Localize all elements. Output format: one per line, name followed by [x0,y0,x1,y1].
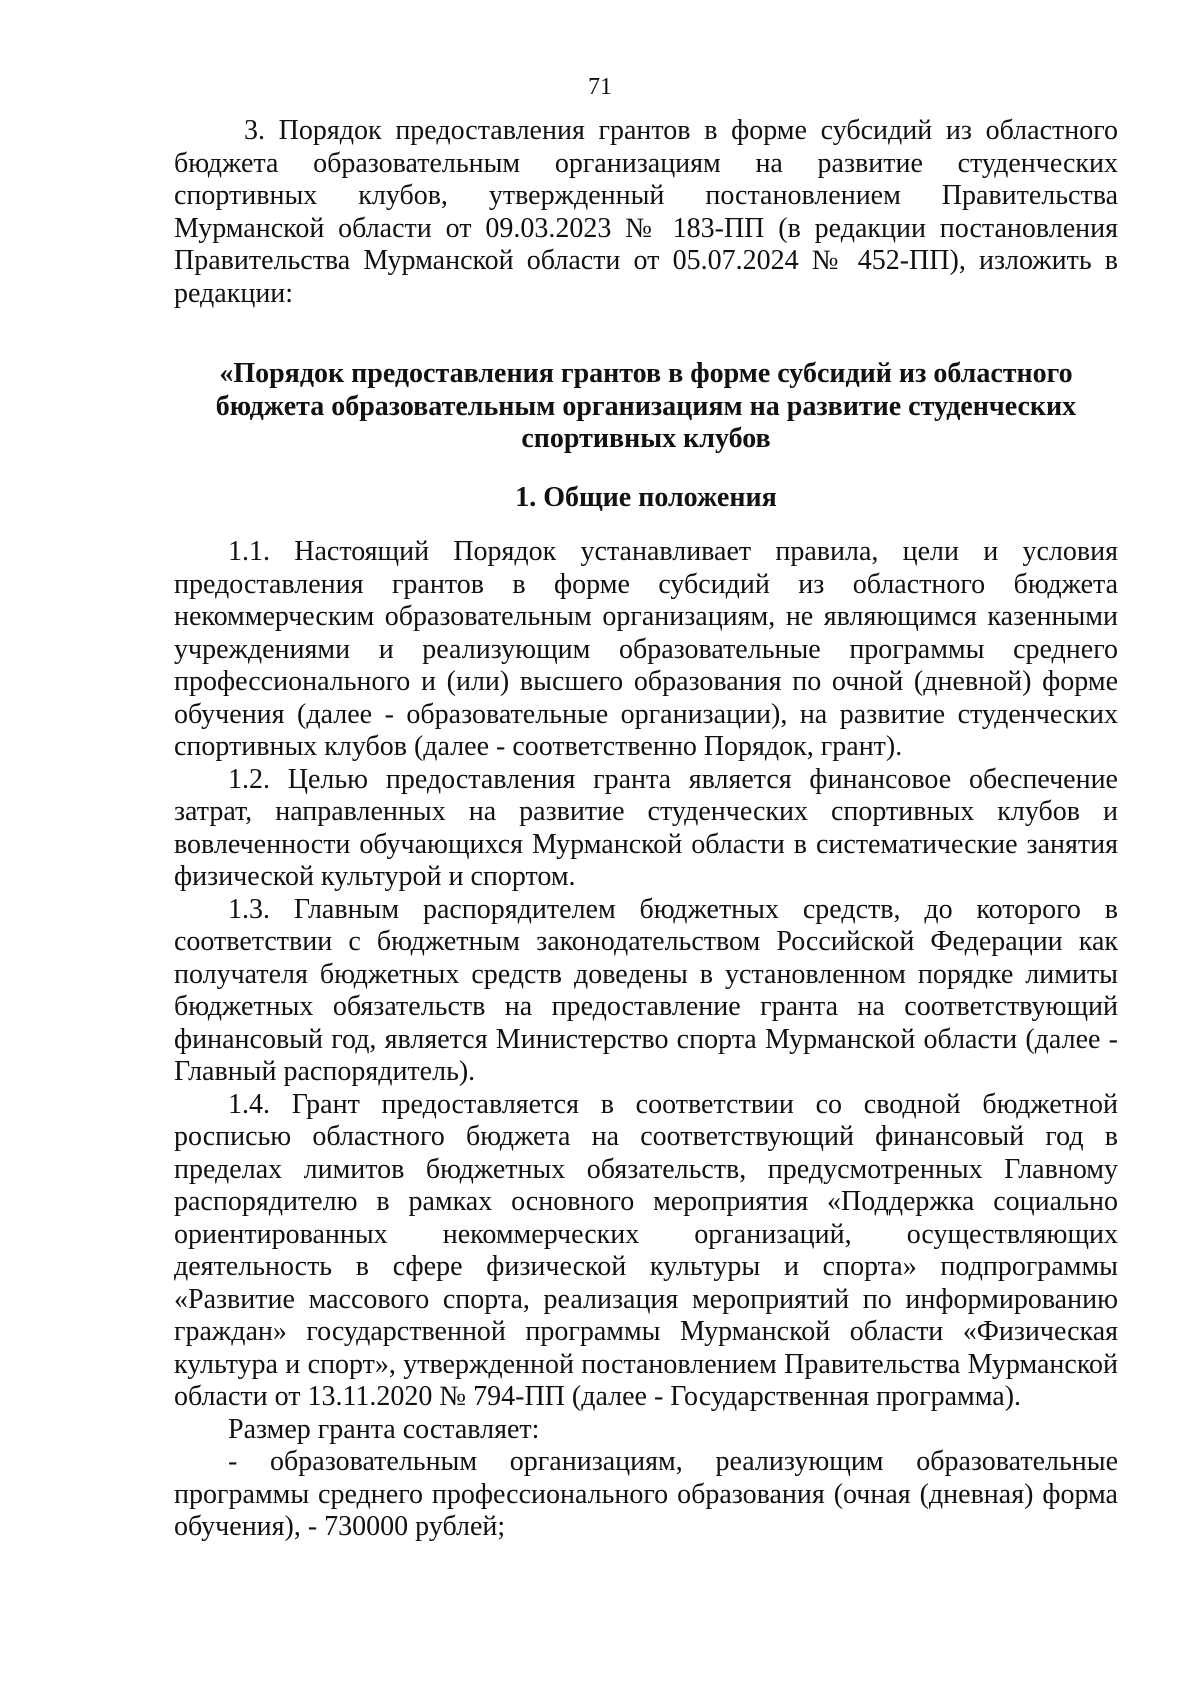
page-number: 71 [588,74,612,100]
intro-paragraph: 3. Порядок предоставления грантов в форме субсидий из областного бюджета образовательным организациям на развитие студенческих спортивных клубов, утвержденный постановлением Правительства Мурманской области от 09.03.2023 № 183-ПП (в редакции постановления Правительства Мурманской области от 05.07.2024 № 452-ПП), изложить в редакции: [174,115,1118,309]
section-heading: 1. Общие положения [515,481,777,513]
paragraph-1-2: 1.2. Целью предоставления гранта является финансовое обеспечение затрат, направленных на развитие студенческих спортивных клубов и вовлеченности обучающихся Мурманской области в систематические занятия физической культурой и спортом. [174,763,1118,892]
paragraph-1-1: 1.1. Настоящий Порядок устанавливает правила, цели и условия предоставления грантов в форме субсидий из областного бюджета некоммерческим образовательным организациям, не являющимся казенными учреждениями и реализующим образовательные программы среднего профессионального и (или) высшего образования по очной (дневной) форме обучения (далее - образовательные организации), на развитие студенческих спортивных клубов (далее - соответственно Порядок, грант). [174,536,1118,762]
order-title: «Порядок предоставления грантов в форме субсидий из областного бюджета образовательным организациям на развитие студенческих спортивных клубов [215,358,1077,454]
grant-size-item: - образовательным организациям, реализующим образовательные программы среднего профессионального образования (очная (дневная) форма обучения), - 730000 рублей; [174,1446,1118,1542]
paragraph-1-3: 1.3. Главным распорядителем бюджетных средств, до которого в соответствии с бюджетным законодательством Российской Федерации как получателя бюджетных средств доведены в установленном порядке лимиты бюджетных обязательств на предоставление гранта на соответствующий финансовый год, является Министерство спорта Мурманской области (далее - Главный распорядитель). [174,893,1118,1087]
document-body [174,115,1118,1544]
paragraph-1-4: 1.4. Грант предоставляется в соответствии со сводной бюджетной росписью областного бюджета на соответствующий финансовый год в пределах лимитов бюджетных обязательств, предусмотренных Главному распорядителю в рамках основного мероприятия «Поддержка социально ориентированных некоммерческих организаций, осуществляющих деятельность в сфере физической культуры и спорта» подпрограммы «Развитие массового спорта, реализация мероприятий по информированию граждан» государственной программы Мурманской области «Физическая культура и спорт», утвержденной постановлением Правительства Мурманской области от 13.11.2020 № 794-ПП (далее - Государственная программа). [174,1088,1118,1412]
grant-size-intro: Размер гранта составляет: [228,1413,540,1445]
